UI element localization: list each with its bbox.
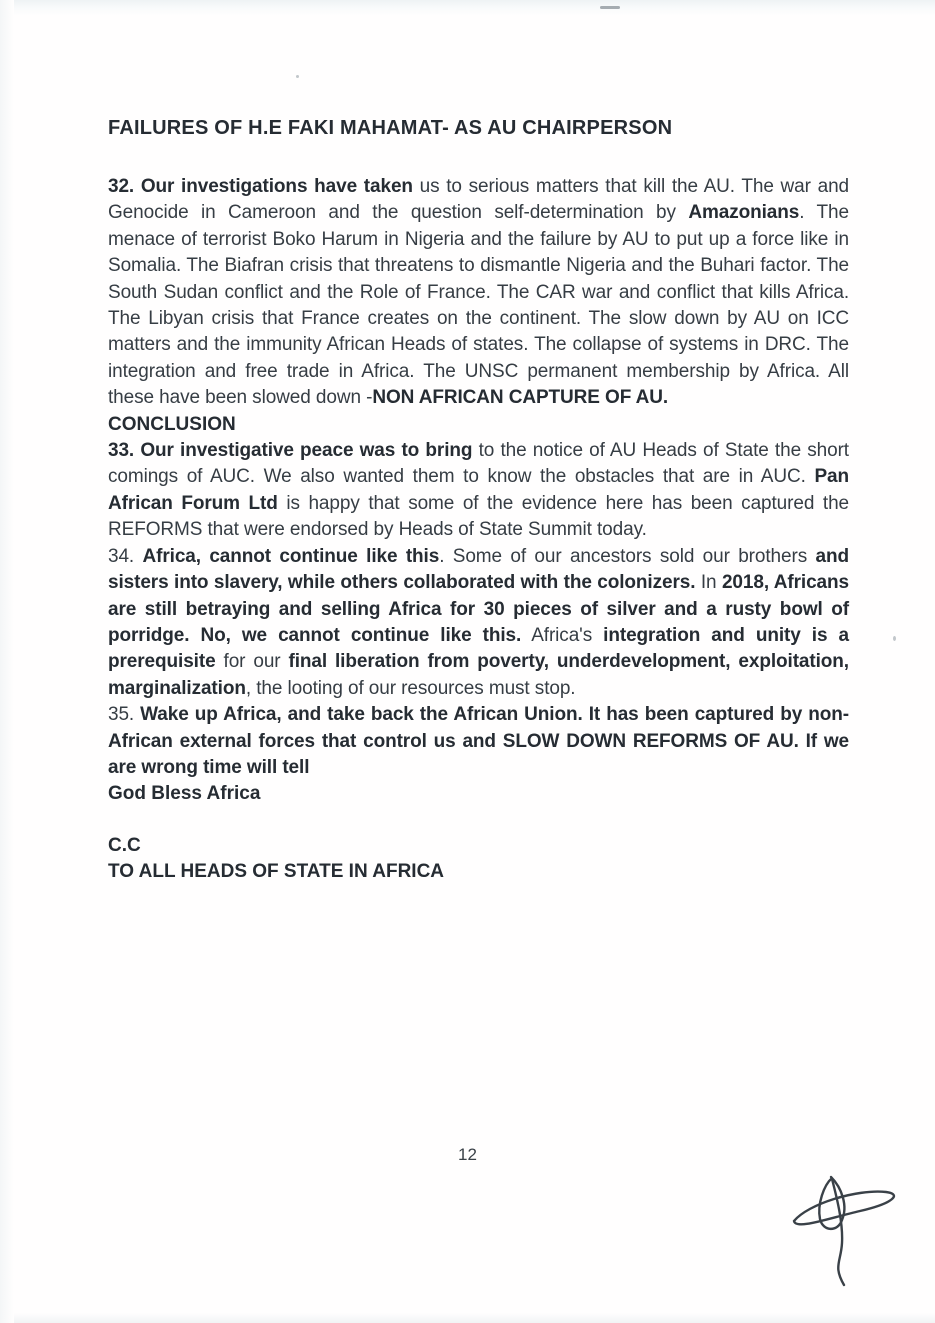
document-content — [108, 116, 849, 886]
scan-top-edge — [0, 0, 935, 16]
page-number: 12 — [458, 1145, 477, 1164]
paragraph-35: 35. Wake up Africa, and take back the African Union. It has been captured by non-African external forces that control us and SLOW DOWN REFORMS OF AU. If we are wrong time will tell — [108, 704, 849, 778]
cc-recipients-line: TO ALL HEADS OF STATE IN AFRICA — [108, 861, 445, 883]
page-title: FAILURES OF H.E FAKI MAHAMAT- AS AU CHAIRPERSON — [108, 117, 673, 139]
scan-artifact-dash — [600, 6, 620, 9]
paragraph-33: 33. Our investigative peace was to bring to the notice of AU Heads of State the short comings of AUC. We also wanted them to know the obstacles that are in AUC. Pan African Forum Ltd is happy that some of the evidence here has been captured the REFORMS that were endorsed by Heads of State Summit today. — [108, 440, 849, 541]
scan-left-edge — [0, 0, 14, 1323]
cc-line: C.C — [108, 834, 141, 856]
conclusion-heading: CONCLUSION — [108, 413, 236, 435]
signature-scribble — [748, 1148, 928, 1318]
paragraph-32: 32. Our investigations have taken us to serious matters that kill the AU. The war and Genocide in Cameroon and the question self-determination by Amazonians. The menace of terrorist Boko Harum in Nigeria and the failure by AU to put up a force like in Somalia. The Biafran crisis that threatens to dismantle Nigeria and the Buhari factor. The South Sudan conflict and the Role of France. The CAR war and conflict that kills Africa. The Libyan crisis that France creates on the continent. The slow down by AU on ICC matters and the immunity African Heads of states. The collapse of systems in DRC. The integration and free trade in Africa. The UNSC permanent membership by Africa. All these have been slowed down -NON AFRICAN CAPTURE OF AU. — [108, 176, 849, 409]
paragraph-34: 34. Africa, cannot continue like this. Some of our ancestors sold our brothers and sisters into slavery, while others collaborated with the colonizers. In 2018, Africans are still betraying and selling Africa for 30 pieces of silver and a rusty bowl of porridge. No, we cannot continue like this. Africa's integration and unity is a prerequisite for our final liberation from poverty, underdevelopment, exploitation, marginalization, the looting of our resources must stop. — [108, 545, 849, 699]
scan-speck — [893, 636, 896, 641]
blessing-line: God Bless Africa — [108, 783, 261, 805]
scan-speck — [296, 75, 299, 78]
